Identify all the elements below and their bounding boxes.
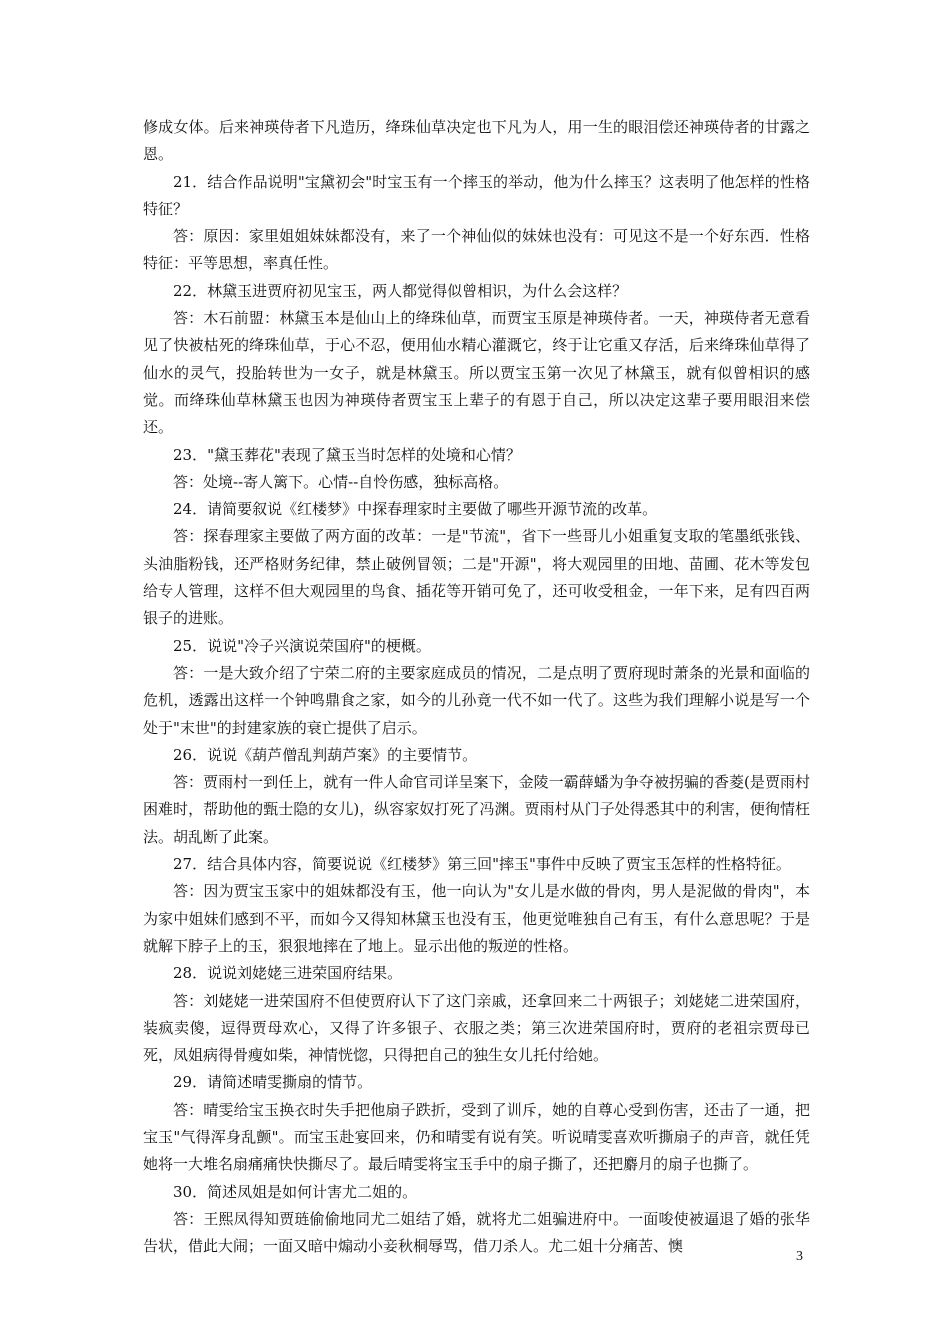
paragraph: 26．说说《葫芦僧乱判葫芦案》的主要情节。: [173, 745, 478, 764]
paragraph: 答：王熙凤得知贾琏偷偷地同尤二姐结了婚，就将尤二姐骗进府中。一面唆使被逼退了婚的张华告状，借此大闹；一面又暗中煽动小妾秋桐辱骂，借刀杀人。尤二姐十分痛苦、懊: [143, 1209, 810, 1256]
paragraph: 答：处境--寄人篱下。心情--自怜伤感，独标高格。: [173, 472, 509, 491]
paragraph: 修成女体。后来神瑛侍者下凡造历，绛珠仙草决定也下凡为人，用一生的眼泪偿还神瑛侍者的甘露之恩。: [143, 118, 810, 164]
paragraph: 答：一是大致介绍了宁荣二府的主要家庭成员的情况，二是点明了贾府现时萧条的光景和面临的危机，透露出这样一个钟鸣鼎食之家，如今的儿孙竟一代不如一代了。这些为我们理解小说是写一个处于"末世"的封建家族的衰亡提供了启示。: [143, 663, 810, 737]
paragraph: 答：晴雯给宝玉换衣时失手把他扇子跌折，受到了训斥，她的自尊心受到伤害，还击了一通，把宝玉"气得浑身乱颤"。而宝玉赴宴回来，仍和晴雯有说有笑。听说晴雯喜欢听撕扇子的声音，就任凭她将一大堆名扇痛痛快快撕尽了。最后晴雯将宝玉手中的扇子撕了，还把麝月的扇子也撕了。: [143, 1100, 810, 1174]
paragraph: 24．请简要叙说《红楼梦》中探春理家时主要做了哪些开源节流的改革。: [173, 500, 658, 519]
paragraph: 27．结合具体内容，简要说说《红楼梦》第三回"摔玉"事件中反映了贾宝玉怎样的性格特征。: [173, 855, 791, 874]
paragraph: 答：因为贾宝玉家中的姐妹都没有玉，他一向认为"女儿是水做的骨肉，男人是泥做的骨肉"，本为家中姐妹们感到不平，而如今又得知林黛玉也没有玉，他更觉唯独自己有玉，有什么意思呢？于是就解下脖子上的玉，狠狠地摔在了地上。显示出他的叛逆的性格。: [143, 882, 810, 955]
paragraph: 22．林黛玉进贾府初见宝玉，两人都觉得似曾相识，为什么会这样？: [173, 281, 628, 300]
paragraph: 28．说说刘姥姥三进荣国府结果。: [173, 964, 403, 983]
paragraph: 答：原因：家里姐姐妹妹都没有，来了一个神仙似的妹妹也没有：可见这不是一个好东西．性格特征：平等思想，率真任性。: [143, 227, 810, 273]
paragraph: 25．说说"冷子兴演说荣国府"的梗概。: [173, 636, 431, 655]
paragraph: 答：贾雨村一到任上，就有一件人命官司详呈案下，金陵一霸薛蟠为争夺被拐骗的香菱(是贾雨村困难时，帮助他的甄士隐的女儿)，纵容家奴打死了冯渊。贾雨村从门子处得悉其中的利害，便徇情枉法。胡乱断了此案。: [143, 773, 810, 846]
paragraph: 23．"黛玉葬花"表现了黛玉当时怎样的处境和心情？: [173, 445, 521, 464]
page-number: 3: [796, 1249, 803, 1264]
paragraph: 答：木石前盟：林黛玉本是仙山上的绛珠仙草，而贾宝玉原是神瑛侍者。一天，神瑛侍者无意看见了快被枯死的绛珠仙草，于心不忍，便用仙水精心灌溉它，终于让它重又存活，后来绛珠仙草得了仙水的灵气，投胎转世为一女子，就是林黛玉。所以贾宝玉第一次见了林黛玉，就有似曾相识的感觉。而绛珠仙草林黛玉也因为神瑛侍者贾宝玉上辈子的有恩于自己，所以决定这辈子要用眼泪来偿还。: [143, 309, 810, 437]
paragraph: 答：刘姥姥一进荣国府不但使贾府认下了这门亲戚，还拿回来二十两银子；刘姥姥二进荣国府，装疯卖傻，逗得贾母欢心，又得了许多银子、衣服之类；第三次进荣国府时，贾府的老祖宗贾母已死，凤姐病得骨瘦如柴，神情恍惚，只得把自己的独生女儿托付给她。: [143, 991, 810, 1065]
paragraph: 30．简述凤姐是如何计害尤二姐的。: [173, 1182, 418, 1201]
paragraph: 29．请简述晴雯撕扇的情节。: [173, 1073, 373, 1092]
body-text: [143, 114, 810, 1260]
paragraph: 答：探春理家主要做了两方面的改革：一是"节流"，省下一些哥儿小姐重复支取的笔墨纸张钱、头油脂粉钱，还严格财务纪律，禁止破例冒领；二是"开源"，将大观园里的田地、苗圃、花木等发包给专人管理，这样不但大观园里的鸟食、插花等开销可免了，还可收受租金，一年下来，足有四百两银子的进账。: [143, 527, 810, 628]
paragraph: 21．结合作品说明"宝黛初会"时宝玉有一个摔玉的举动，他为什么摔玉？这表明了他怎样的性格特征？: [143, 172, 810, 218]
